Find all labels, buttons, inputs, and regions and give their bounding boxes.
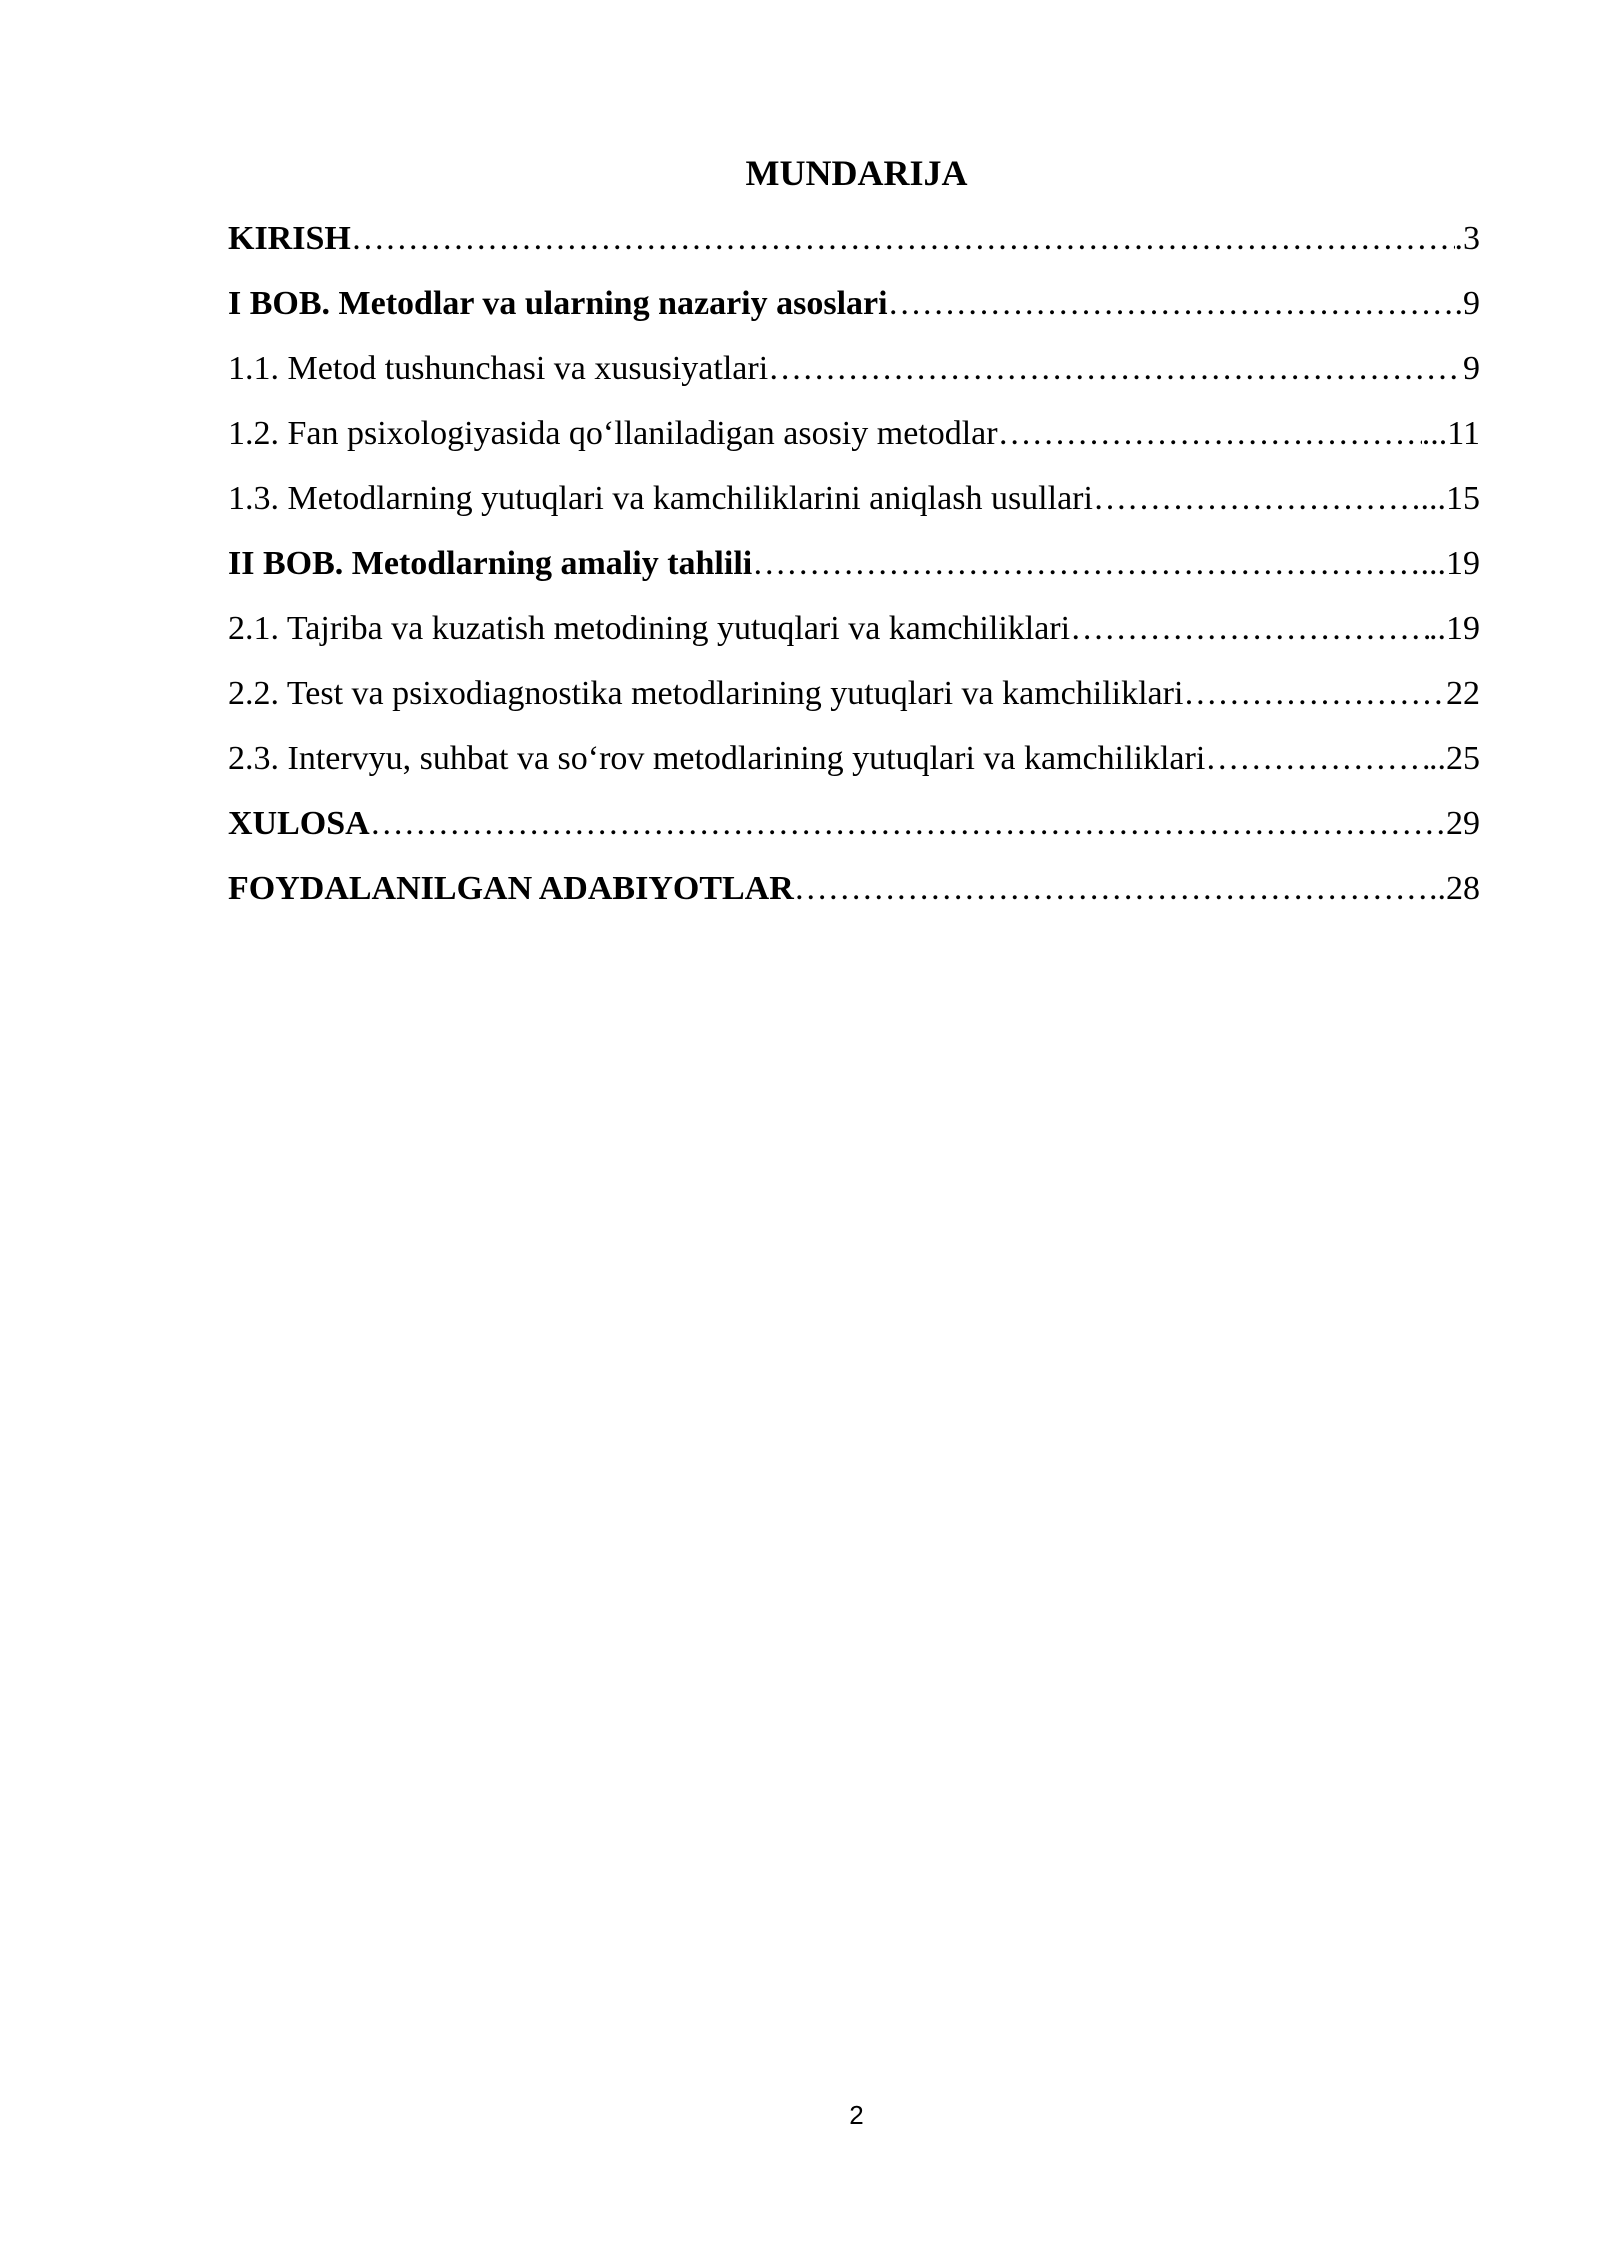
dot-leader [768, 343, 1463, 395]
toc-entry-page: ..28 [1429, 870, 1480, 907]
toc-entry-label: II BOB. Metodlarning amaliy tahlili [228, 545, 753, 582]
toc-entry-page: ...11 [1421, 415, 1480, 452]
dot-leader [998, 408, 1422, 460]
toc-entry-2-1[interactable] [228, 603, 1488, 668]
toc-title: MUNDARIJA [745, 153, 968, 193]
toc-entry-2-3[interactable] [228, 733, 1488, 798]
toc-entry-label: 1.1. Metod tushunchasi va xususiyatlari [228, 350, 769, 387]
toc-entry-1-3[interactable] [228, 473, 1488, 538]
dot-leader [351, 213, 1455, 265]
dot-leader [1070, 603, 1429, 655]
page-number: 2 [849, 2100, 864, 2130]
toc-entry-page: 22 [1446, 675, 1480, 712]
toc-entry-label: 2.3. Intervyu, suhbat va so‘rov metodlarining yutuqlari va kamchiliklari [228, 740, 1206, 777]
toc-entry-chapter-1[interactable] [228, 278, 1488, 343]
dot-leader [1205, 733, 1429, 785]
dot-leader [370, 798, 1446, 850]
toc-entry-xulosa[interactable] [228, 798, 1488, 863]
toc-entry-label: 1.3. Metodlarning yutuqlari va kamchiliklarini aniqlash usullari [228, 480, 1093, 517]
toc-entry-page: ...15 [1420, 480, 1480, 517]
toc-entry-page: ...19 [1420, 545, 1480, 582]
toc-entry-label: 2.2. Test va psixodiagnostika metodlarining yutuqlari va kamchiliklari [228, 675, 1184, 712]
toc-entry-page: ..19 [1429, 610, 1480, 647]
toc-entry-page: .3 [1454, 220, 1480, 257]
dot-leader [1183, 668, 1446, 720]
dot-leader [888, 278, 1455, 330]
toc-entry-label: 1.2. Fan psixologiyasida qo‘llaniladigan asosiy metodlar [228, 415, 998, 452]
toc-entry-references[interactable] [228, 863, 1488, 928]
dot-leader [1093, 473, 1421, 525]
toc-entry-label: FOYDALANILGAN ADABIYOTLAR [228, 870, 794, 907]
toc-entry-label: I BOB. Metodlar va ularning nazariy asoslari [228, 285, 888, 322]
toc-entry-1-1[interactable] [228, 343, 1488, 408]
table-of-contents [228, 213, 1488, 928]
toc-entry-page: .9 [1454, 285, 1480, 322]
toc-entry-kirish[interactable] [228, 213, 1488, 278]
toc-entry-label: 2.1. Tajriba va kuzatish metodining yutuqlari va kamchiliklari [228, 610, 1071, 647]
toc-entry-1-2[interactable] [228, 408, 1488, 473]
dot-leader [752, 538, 1420, 590]
toc-entry-page: ..25 [1429, 740, 1480, 777]
toc-entry-chapter-2[interactable] [228, 538, 1488, 603]
toc-entry-page: 9 [1463, 350, 1480, 387]
toc-entry-2-2[interactable] [228, 668, 1488, 733]
toc-entry-page: 29 [1446, 805, 1480, 842]
toc-entry-label: XULOSA [228, 805, 370, 842]
toc-entry-label: KIRISH [228, 220, 351, 257]
dot-leader [794, 863, 1429, 915]
